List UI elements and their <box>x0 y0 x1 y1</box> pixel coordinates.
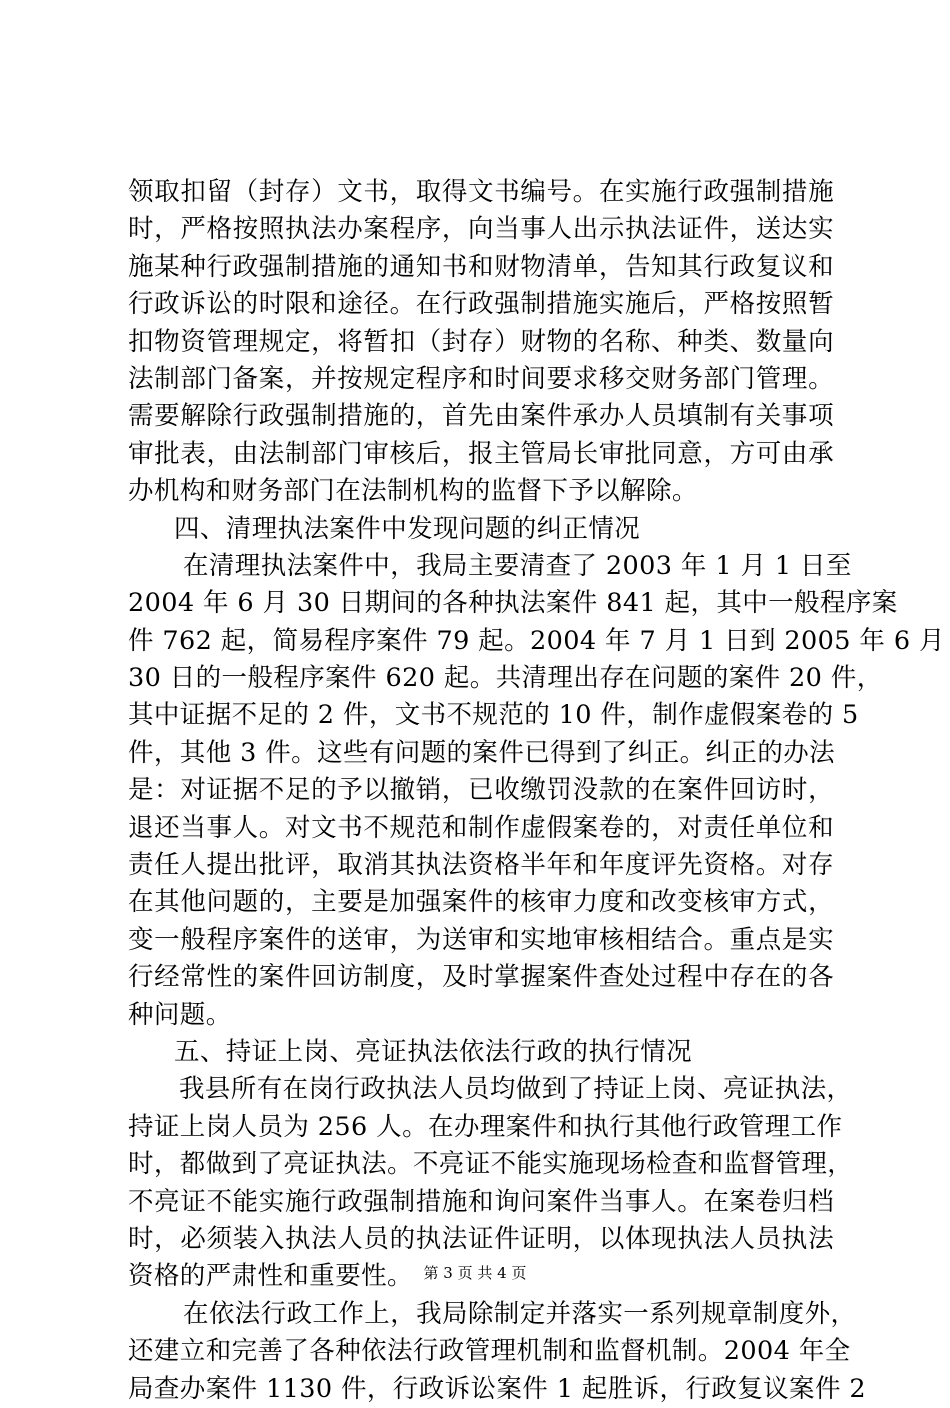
text-line: 在依法行政工作上，我局除制定并落实一系列规章制度外， <box>183 1298 857 1329</box>
text-line: 时，严格按照执法办案程序，向当事人出示执法证件，送达实 <box>128 214 834 245</box>
text-line: 不亮证不能实施行政强制措施和询问案件当事人。在案卷归档 <box>128 1186 834 1217</box>
text-line: 还建立和完善了各种依法行政管理机制和监督机制。2004 年全 <box>128 1336 851 1367</box>
page-footer: 第 3 页 共 4 页 <box>423 1264 527 1282</box>
text-line: 行政诉讼的时限和途径。在行政强制措施实施后，严格按照暂 <box>128 289 834 320</box>
text-line: 扣物资管理规定，将暂扣（封存）财物的名称、种类、数量向 <box>128 326 834 357</box>
text-line: 件 762 起，简易程序案件 79 起。2004 年 7 月 1 日到 2005 年 6 月 <box>128 625 945 656</box>
text-line: 资格的严肃性和重要性。 <box>128 1261 413 1292</box>
text-line: 需要解除行政强制措施的，首先由案件承办人员填制有关事项 <box>128 401 834 432</box>
text-line: 是：对证据不足的予以撤销，已收缴罚没款的在案件回访时， <box>128 775 834 806</box>
text-line: 退还当事人。对文书不规范和制作虚假案卷的，对责任单位和 <box>128 812 834 843</box>
text-line: 时，必须装入执法人员的执法证件证明，以体现执法人员执法 <box>128 1223 834 1254</box>
text-line: 行经常性的案件回访制度，及时掌握案件查处过程中存在的各 <box>128 962 834 993</box>
text-line: 审批表，由法制部门审核后，报主管局长审批同意，方可由承 <box>128 438 834 469</box>
text-line: 领取扣留（封存）文书，取得文书编号。在实施行政强制措施 <box>128 177 834 207</box>
text-line: 五、持证上岗、亮证执法依法行政的执行情况 <box>174 1036 693 1067</box>
text-line: 责任人提出批评，取消其执法资格半年和年度评先资格。对存 <box>128 850 834 881</box>
text-line: 四、清理执法案件中发现问题的纠正情况 <box>174 513 641 544</box>
text-line: 我县所有在岗行政执法人员均做到了持证上岗、亮证执法， <box>179 1074 853 1105</box>
text-line: 变一般程序案件的送审，为送审和实地审核相结合。重点是实 <box>128 924 834 955</box>
text-line: 局查办案件 1130 件，行政诉讼案件 1 起胜诉，行政复议案件 2 <box>128 1373 866 1404</box>
document-body <box>128 174 945 1408</box>
text-line: 2004 年 6 月 30 日期间的各种执法案件 841 起，其中一般程序案 <box>128 588 898 619</box>
text-line: 持证上岗人员为 256 人。在办理案件和执行其他行政管理工作 <box>128 1111 843 1142</box>
text-line: 种问题。 <box>128 999 232 1030</box>
text-line: 法制部门备案，并按规定程序和时间要求移交财务部门管理。 <box>128 363 834 394</box>
text-line: 办机构和财务部门在法制机构的监督下予以解除。 <box>128 476 698 507</box>
text-line: 施某种行政强制措施的通知书和财物清单，告知其行政复议和 <box>128 251 834 282</box>
text-line: 在清理执法案件中，我局主要清查了 2003 年 1 月 1 日至 <box>183 550 852 581</box>
text-line: 其中证据不足的 2 件，文书不规范的 10 件，制作虚假案卷的 5 <box>128 700 859 731</box>
text-line: 件，其他 3 件。这些有问题的案件已得到了纠正。纠正的办法 <box>128 737 836 768</box>
text-line: 30 日的一般程序案件 620 起。共清理出存在问题的案件 20 件， <box>128 663 883 694</box>
text-line: 时，都做到了亮证执法。不亮证不能实施现场检查和监督管理， <box>128 1149 854 1180</box>
text-line: 在其他问题的，主要是加强案件的核审力度和改变核审方式， <box>128 887 834 918</box>
